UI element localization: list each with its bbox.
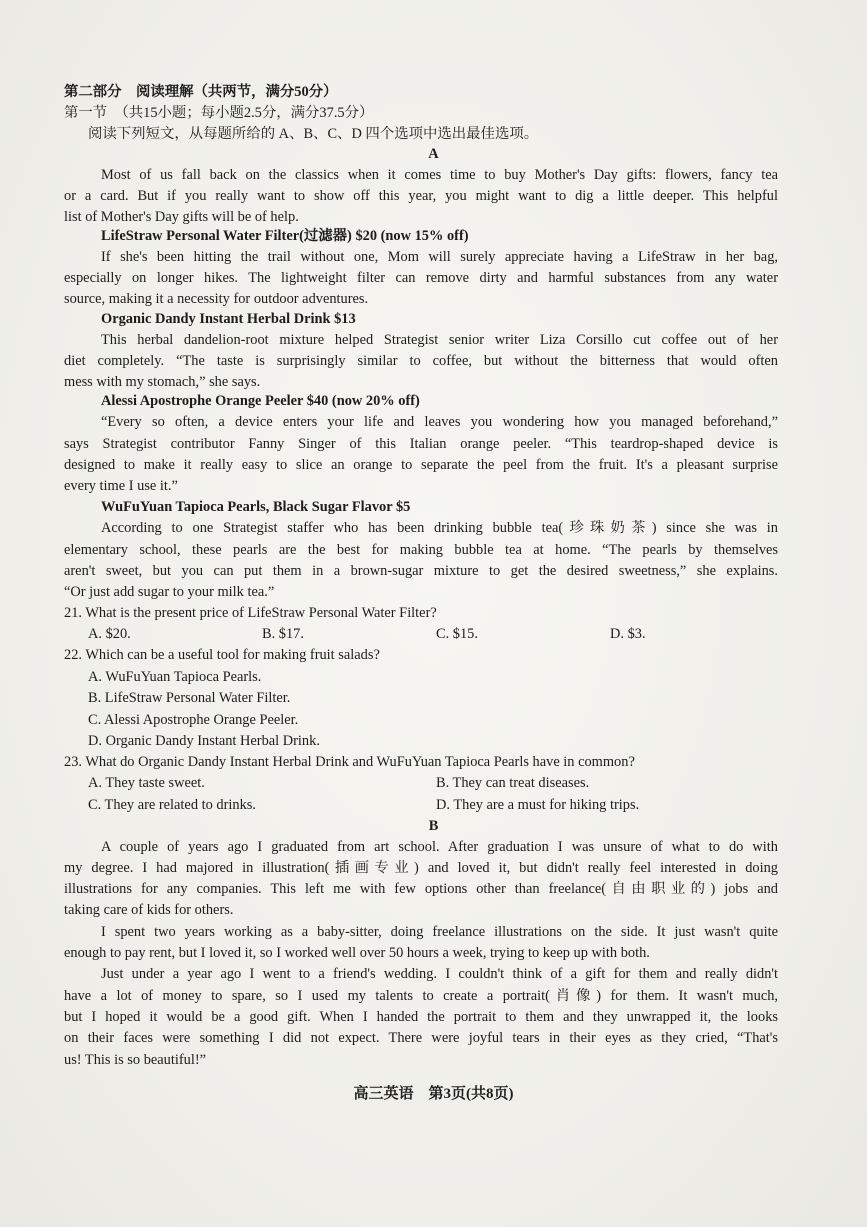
item-title: Alessi Apostrophe Orange Peeler $40 (now 20% off) — [101, 393, 420, 409]
passage-b-line: I spent two years working as a baby-sitter, doing freelance illustrations on the side. It just wasn't quite — [101, 924, 778, 940]
option: B. They can treat diseases. — [436, 775, 590, 791]
passage-b-line: have a lot of money to spare, so I used my talents to create a portrait(肖像) for them. It wasn't much, — [64, 988, 778, 1004]
item-line: every time I use it.” — [64, 478, 178, 494]
option: D. Organic Dandy Instant Herbal Drink. — [88, 733, 320, 749]
passage-a-intro-line: or a card. But if you really want to show off this year, you might want to dig a little deeper. This helpful — [64, 188, 778, 204]
passage-b-line: us! This is so beautiful!” — [64, 1052, 207, 1068]
passage-b-line: A couple of years ago I graduated from art school. After graduation I was unsure of what to do with — [101, 839, 778, 855]
question-stem: 21. What is the present price of LifeStraw Personal Water Filter? — [64, 605, 437, 621]
option: B. $17. — [262, 626, 304, 642]
item-line: “Or just add sugar to your milk tea.” — [64, 584, 275, 600]
item-line: “Every so often, a device enters your life and leaves you wondering how you managed beforehand,” — [101, 414, 778, 430]
passage-b-line: enough to pay rent, but I loved it, so I worked well over 50 hours a week, trying to keep up with both. — [64, 945, 650, 961]
passage-b-letter: B — [428, 818, 439, 834]
passage-b-line: Just under a year ago I went to a friend's wedding. I couldn't think of a gift for them and really didn't — [101, 966, 778, 982]
option: A. WuFuYuan Tapioca Pearls. — [88, 669, 262, 685]
option: C. $15. — [436, 626, 478, 642]
passage-b-line: illustrations for any companies. This left me with few options other than freelance(自由职业的) jobs and — [64, 881, 778, 897]
item-line: elementary school, these pearls are the best for making bubble tea at home. “The pearls by themselves — [64, 542, 778, 558]
option: C. Alessi Apostrophe Orange Peeler. — [88, 712, 299, 728]
option: B. LifeStraw Personal Water Filter. — [88, 690, 291, 706]
item-line: says Strategist contributor Fanny Singer of this Italian orange peeler. “This teardrop-shaped device is — [64, 436, 778, 452]
item-line: aren't sweet, but you can put them in a brown-sugar mixture to get the desired sweetness,” she explains. — [64, 563, 778, 579]
item-line: source, making it a necessity for outdoor adventures. — [64, 291, 369, 307]
page-footer: 高三英语 第3页(共8页) — [353, 1086, 514, 1102]
item-title: LifeStraw Personal Water Filter(过滤器) $20 (now 15% off) — [101, 228, 469, 244]
question-options — [88, 773, 802, 794]
item-title: Organic Dandy Instant Herbal Drink $13 — [101, 311, 356, 327]
passage-a-letter: A — [428, 146, 439, 162]
question-options — [88, 795, 802, 816]
passage-b-line: on their faces were something I did not expect. There were joyful tears in their eyes as they cried, “That's — [64, 1030, 778, 1046]
option: D. $3. — [610, 626, 646, 642]
item-line: This herbal dandelion-root mixture helped Strategist senior writer Liza Corsillo cut coffee out of her — [101, 332, 778, 348]
passage-b-line: taking care of kids for others. — [64, 902, 234, 918]
question-stem: 22. Which can be a useful tool for making fruit salads? — [64, 647, 380, 663]
item-line: According to one Strategist staffer who has been drinking bubble tea(珍珠奶茶) since she was in — [101, 520, 778, 536]
item-title: WuFuYuan Tapioca Pearls, Black Sugar Flavor $5 — [101, 499, 411, 515]
item-line: especially on longer hikes. The lightweight filter can remove dirty and harmful substances from any water — [64, 270, 778, 286]
instruction-text: 阅读下列短文，从每题所给的 A、B、C、D 四个选项中选出最佳选项。 — [88, 126, 539, 142]
item-line: If she's been hitting the trail without one, Mom will surely appreciate having a LifeStraw in her bag, — [101, 249, 778, 265]
option: A. $20. — [88, 626, 131, 642]
passage-a-intro-line: Most of us fall back on the classics when it comes time to buy Mother's Day gifts: flowers, fancy tea — [101, 167, 778, 183]
passage-b-line: but I hoped it would be a good gift. When I handed the portrait to them and they unwrapped it, the looks — [64, 1009, 778, 1025]
item-line: designed to make it really easy to slice an orange to separate the peel from the fruit. It's a pleasant surprise — [64, 457, 778, 473]
passage-b-line: my degree. I had majored in illustration(插画专业) and loved it, but didn't really feel interested in doing — [64, 860, 778, 876]
option: C. They are related to drinks. — [88, 797, 256, 813]
section-heading: 第一节 （共15小题；每小题2.5分，满分37.5分） — [64, 105, 374, 121]
passage-a-intro-line: list of Mother's Day gifts will be of help. — [64, 209, 299, 225]
item-line: diet completely. “The taste is surprisingly similar to coffee, but without the bitterness that would often — [64, 353, 778, 369]
option: A. They taste sweet. — [88, 775, 205, 791]
question-options — [88, 624, 802, 645]
option: D. They are a must for hiking trips. — [436, 797, 640, 813]
question-stem: 23. What do Organic Dandy Instant Herbal Drink and WuFuYuan Tapioca Pearls have in common? — [64, 754, 635, 770]
part-heading: 第二部分 阅读理解（共两节，满分50分） — [64, 84, 338, 100]
item-line: mess with my stomach,” she says. — [64, 374, 261, 390]
